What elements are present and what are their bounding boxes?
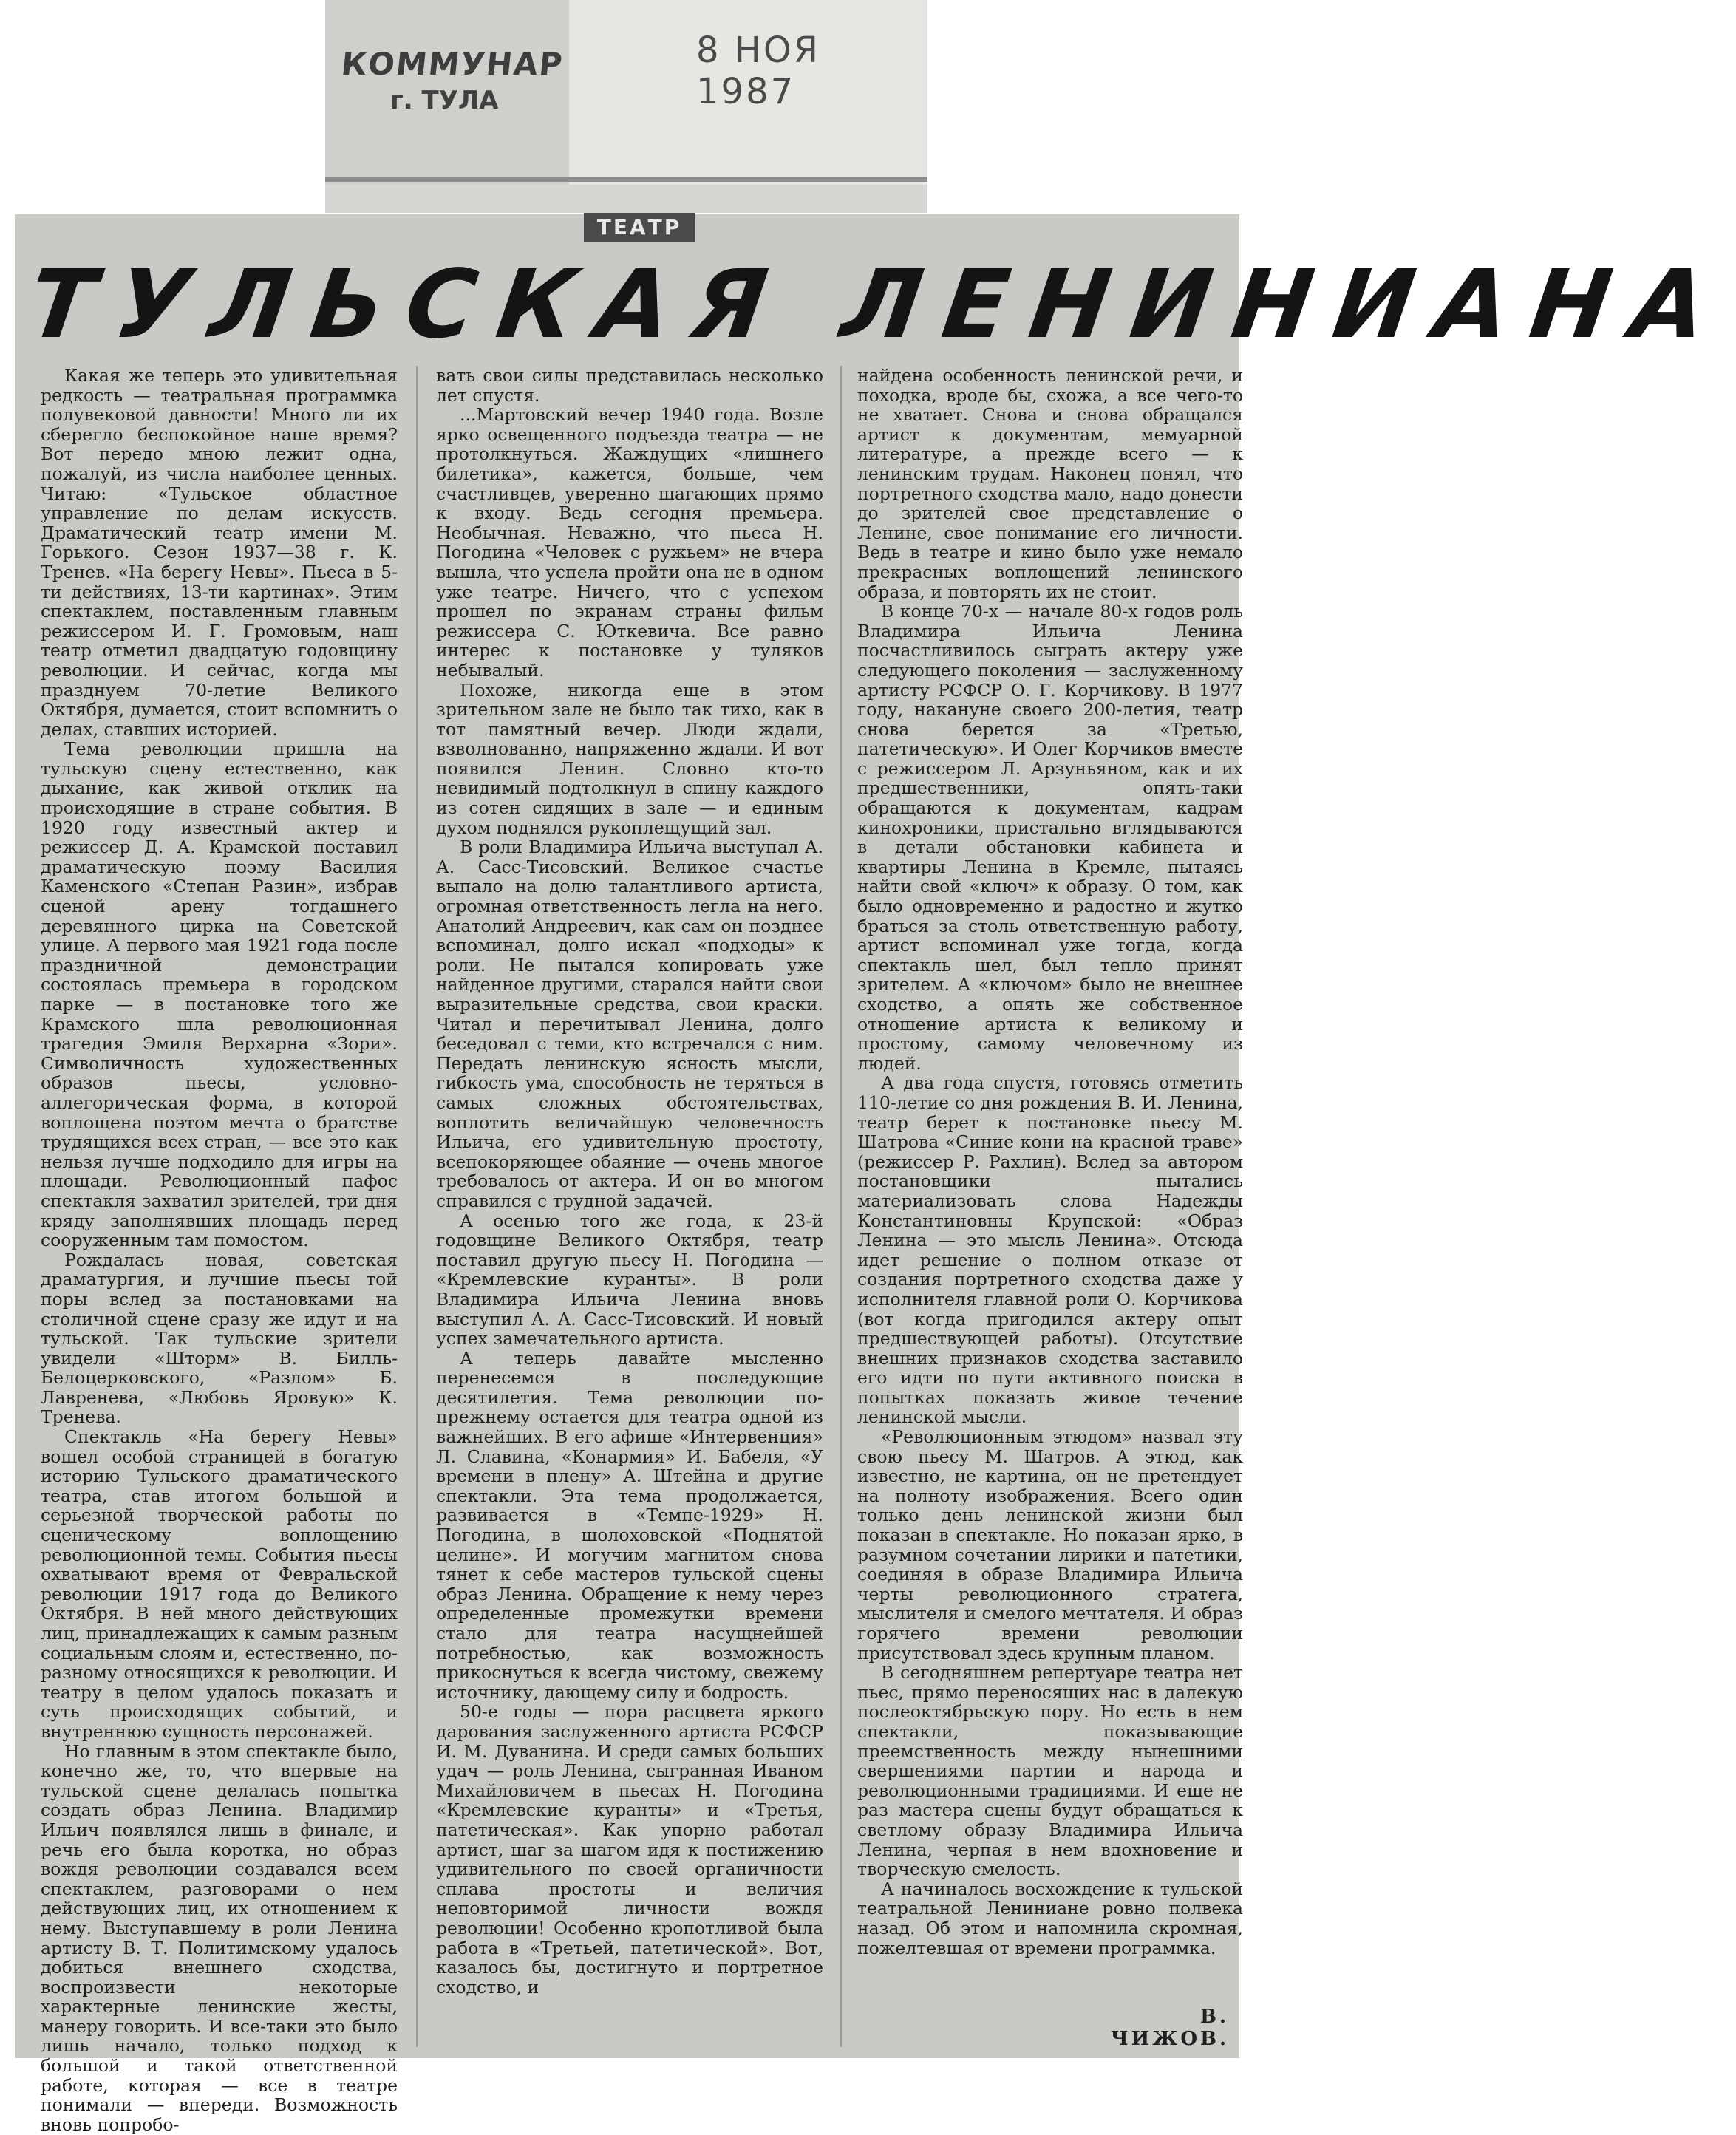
column-rule-1	[416, 366, 418, 2047]
paragraph: А начиналось восхождение к тульской театральной Лениниане ровно полвека назад. Об этом и напомнила скромная, пожелтевшая от времени программка.	[857, 1878, 1243, 1958]
paragraph: Спектакль «На берегу Невы» вошел особой страницей в богатую историю Тульского драматического театра, став итогом большой и серьезной творческой работы по сценическому воплощению революционной темы. События пьесы охватывают время от Февральской революции 1917 года до Великого Октября. В ней много действующих лиц, принадлежащих к самым разным социальным слоям и, естественно, по-разному относящихся к революции. И театру в целом удалось показать и суть происходящих событий, и внутреннюю сущность персонажей.	[41, 1426, 398, 1742]
paragraph: вать свои силы представилась несколько лет спустя.	[436, 365, 823, 406]
paragraph: Тема революции пришла на тульскую сцену естественно, как дыхание, как живой отклик на происходящие в стране события. В 1920 году известный актер и режиссер Д. А. Крамской поставил драматическую поэму Василия Каменского «Степан Разин», избрав сценой арену тогдашнего деревянного цирка на Советской улице. А первого мая 1921 года после праздничной демонстрации состоялась премьера в городском парке — в постановке того же Крамского шла революционная трагедия Эмиля Верхарна «Зори». Символичность художественных образов пьесы, условно-аллегорическая форма, в которой воплощена поэтом мечта о братстве трудящихся всех стран, — все это как нельзя лучше подходило для игры на площади. Революционный пафос спектакля захватил зрителей, три дня кряду заполнявших площадь перед сооруженным там помостом.	[41, 738, 398, 1251]
paragraph: Но главным в этом спектакле было, конечно же, то, что впервые на тульской сцене делалась попытка создать образ Ленина. Владимир Ильич появлялся лишь в финале, и речь его была коротка, но образ вождя революции создавался всем спектаклем, разговорами о нем действующих лиц, их отношением к нему. Выступавшему в роли Ленина артисту В. Т. Политимскому удалось добиться внешнего сходства, воспроизвести некоторые характерные ленинские жесты, манеру говорить. И все-таки это было лишь начало, только подход к большой и такой ответственной работе, которая — все в театре понимали — впереди. Возможность вновь попробо-	[41, 1740, 398, 2135]
paragraph: 50-е годы — пора расцвета яркого дарования заслуженного артиста РСФСР И. М. Дуванина. И среди самых больших удач — роль Ленина, сыгранная Иваном Михайловичем в пьесах Н. Погодина «Кремлевские куранты» и «Третья, патетическая». Как упорно работал артист, шаг за шагом идя к постижению удивительного по своей органичности сплава простоты и величия неповторимой личности вождя революции! Особенно кропотливой была работа в «Третьей, патетической». Вот, казалось бы, достигнуто и портретное сходство, и	[436, 1701, 823, 1998]
paragraph: А осенью того же года, к 23-й годовщине Великого Октября, театр поставил другую пьесу Н. Погодина — «Кремлевские куранты». В роли Владимира Ильича Ленина вновь выступил А. А. Сасс-Тисовский. И новый успех замечательного артиста.	[436, 1210, 823, 1349]
article-column-2	[436, 366, 823, 1997]
article-column-1	[41, 366, 398, 2134]
newspaper-name-stamp: КОММУНАР	[339, 46, 566, 82]
clipping-divider	[325, 177, 927, 182]
newspaper-city-stamp: г. ТУЛА	[390, 86, 499, 115]
paragraph: «Революционным этюдом» назвал эту свою пьесу М. Шатров. А этюд, как известно, не картина, он не претендует на полноту изображения. Всего один только день ленинской жизни был показан в спектакле. Но показан ярко, в разумном сочетании лирики и патетики, соединяя в образе Владимира Ильича черты революционного стратега, мыслителя и смелого мечтателя. И образ горячего времени революции присутствовал здесь крупным планом.	[857, 1426, 1243, 1664]
paragraph: ...Мартовский вечер 1940 года. Возле ярко освещенного подъезда театра — не протолкнуться. Жаждущих «лишнего билетика», кажется, больше, чем счастливцев, уверенно шагающих прямо к входу. Ведь сегодня премьера. Необычная. Неважно, что пьеса Н. Погодина «Человек с ружьем» не вчера вышла, что успела пройти она не в одном уже театре. Ничего, что с успехом прошел по экранам страны фильм режиссера С. Юткевича. Все равно интерес к постановке у туляков небывалый.	[436, 404, 823, 681]
article-headline: ТУЛЬСКАЯ ЛЕНИНИАНА	[21, 250, 1736, 360]
paragraph: А два года спустя, готовясь отметить 110-летие со дня рождения В. И. Ленина, театр берет к постановке пьесу М. Шатрова «Синие кони на красной траве» (режиссер Р. Рахлин). Вслед за автором постановщики пытались материализовать слова Надежды Константиновны Крупской: «Образ Ленина — это мысль Ленина». Отсюда идет решение о полном отказе от создания портретного сходства даже у исполнителя главной роли О. Корчикова (вот когда пригодился актеру опыт предшествующей работы). Отсутствие внешних признаков сходства заставило его идти по пути активного поиска в попытках показать живое течение ленинской мысли.	[857, 1072, 1243, 1428]
article-column-3	[857, 366, 1243, 1958]
paragraph: Какая же теперь это удивительная редкость — театральная программка полувековой давности! Много ли их сберегло беспокойное наше время? Вот передо мною лежит одна, пожалуй, из числа наиболее ценных. Читаю: «Тульское областное управление по делам искусств. Драматический театр имени М. Горького. Сезон 1937—38 г. К. Тренев. «На берегу Невы». Пьеса в 5-ти действиях, 13-ти картинах». Этим спектаклем, поставленным главным режиссером И. Г. Громовым, наш театр отметил двадцатую годовщину революции. И сейчас, когда мы празднуем 70-летие Великого Октября, думается, стоит вспомнить о делах, ставших историей.	[41, 365, 398, 740]
paragraph: Рождалась новая, советская драматургия, и лучшие пьесы той поры вслед за постановками на столичной сцене сразу же идут и на тульской. Так тульские зрители увидели «Шторм» В. Билль-Белоцерковского, «Разлом» Б. Лавренева, «Любовь Яровую» К. Тренева.	[41, 1249, 398, 1428]
author-signature: В. ЧИЖОВ.	[1110, 2006, 1229, 2050]
paragraph: А теперь давайте мысленно перенесемся в последующие десятилетия. Тема революции по-прежнему остается для театра одной из важнейших. В его афише «Интервенция» Л. Славина, «Конармия» И. Бабеля, «У времени в плену» А. Штейна и другие спектакли. Эта тема продолжается, развивается в «Темпе-1929» Н. Погодина, в шолоховской «Поднятой целине». И могучим магнитом снова тянет к себе мастеров тульской сцены образ Ленина. Обращение к нему через определенные промежутки времени стало для театра насущнейшей потребностью, как возможность прикоснуться к всегда чистому, свежему источнику, дающему силу и бодрость.	[436, 1347, 823, 1703]
column-rule-2	[840, 366, 842, 2047]
section-rubric: ТЕАТР	[584, 213, 695, 242]
paragraph: В сегодняшнем репертуаре театра нет пьес, прямо переносящих нас в далекую послеоктябрьскую пору. Но есть в нем спектакли, показывающие преемственность между нынешними свершениями партии и народа и революционными традициями. И еще не раз мастера сцены будут обращаться к светлому образу Владимира Ильича Ленина, черпая в нем вдохновение и творческую смелость.	[857, 1662, 1243, 1880]
paragraph: найдена особенность ленинской речи, и походка, вроде бы, схожа, а все чего-то не хватает. Снова и снова обращался артист к документам, мемуарной литературе, а прежде всего — к ленинским трудам. Наконец понял, что портретного сходства мало, надо донести до зрителей свое представление о Ленине, свое понимание его личности. Ведь в театре и кино было уже немало прекрасных воплощений ленинского образа, и повторять их не стоит.	[857, 365, 1243, 602]
paragraph: Похоже, никогда еще в этом зрительном зале не было так тихо, как в тот памятный вечер. Люди ждали, взволнованно, напряженно ждали. И вот появился Ленин. Словно кто-то невидимый подтолкнул в спину каждого из сотен сидящих в зале — и единым духом поднялся рукоплещущий зал.	[436, 679, 823, 838]
paragraph: В конце 70-х — начале 80-х годов роль Владимира Ильича Ленина посчастливилось сыграть актеру уже следующего поколения — заслуженному артисту РСФСР О. Г. Корчикову. В 1977 году, накануне своего 200-летия, театр снова берется за «Третью, патетическую». И Олег Корчиков вместе с режиссером Л. Арзуньяном, как и их предшественники, опять-таки обращаются к документам, кадрам кинохроники, пристально вглядываются в детали обстановки кабинета и квартиры Ленина в Кремле, пытаясь найти свой «ключ» к образу. О том, как было одновременно и радостно и жутко браться за столь ответственную работу, артист вспоминал уже тогда, когда спектакль шел, был тепло принят зрителем. А «ключом» было не внешнее сходство, а опять же собственное отношение артиста к великому и простому, самому человечному из людей.	[857, 601, 1243, 1074]
paragraph: В роли Владимира Ильича выступал А. А. Сасс-Тисовский. Великое счастье выпало на долю талантливого артиста, огромная ответственность легла на него. Анатолий Андреевич, как сам он позднее вспоминал, долго искал «подходы» к роли. Не пытался копировать уже найденное другими, старался найти свои выразительные средства, свои краски. Читал и перечитывал Ленина, долго беседовал с теми, кто встречался с ним. Передать ленинскую ясность мысли, гибкость ума, способность не теряться в самых сложных обстоятельствах, воплотить величайшую человечность Ильича, его удивительную простоту, всепокоряющее обаяние — очень многое требовалось от актера. И он во многом справился с трудной задачей.	[436, 837, 823, 1211]
date-stamp: 8 НОЯ 1987	[696, 30, 821, 112]
